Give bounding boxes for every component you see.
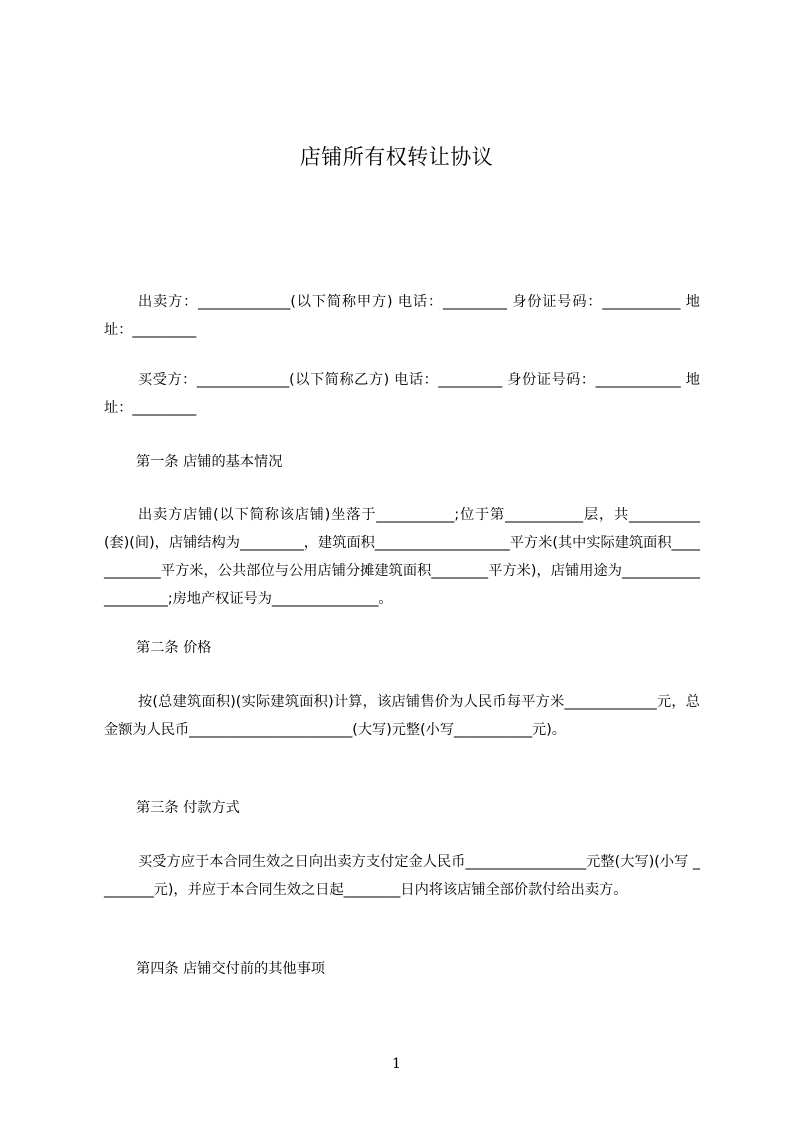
article-2-body: 按(总建筑面积)(实际建筑面积)计算，该店铺售价为人民币每平方米_____________元，总金额为人民币_______________________(大写)元整(小写___________元)。 [104,694,700,738]
article-2-heading: 第二条 价格 [136,640,212,656]
buyer-info-paragraph: 买受方：_____________(以下简称乙方) 电话：_________ 身份证号码：____________ 地址：_________ [104,372,700,416]
article-1-heading: 第一条 店铺的基本情况 [136,454,283,470]
article-3-heading: 第三条 付款方式 [136,800,240,816]
article-1-body: 出卖方店铺(以下简称该店铺)坐落于___________;位于第___________层，共__________(套)(间)，店铺结构为_________，建筑面积___________________平方米(其中实际建筑面积____________平方米，公共部位与公用店铺分摊建筑面积________平方米)，店铺用途为____________________;房地产权证号为_______________。 [104,507,700,607]
page-number: 1 [392,1056,401,1072]
article-3-body: 买受方应于本合同生效之日向出卖方支付定金人民币_________________元整(大写)(小写 ________元)，并应于本合同生效之日起________日内将该店铺全部价款付给出卖方。 [104,854,700,898]
article-4-heading: 第四条 店铺交付前的其他事项 [136,961,325,977]
document-title: 店铺所有权转让协议 [299,145,494,169]
seller-info-paragraph: 出卖方：_____________(以下简称甲方) 电话：_________ 身份证号码：___________ 地址：_________ [104,294,700,338]
